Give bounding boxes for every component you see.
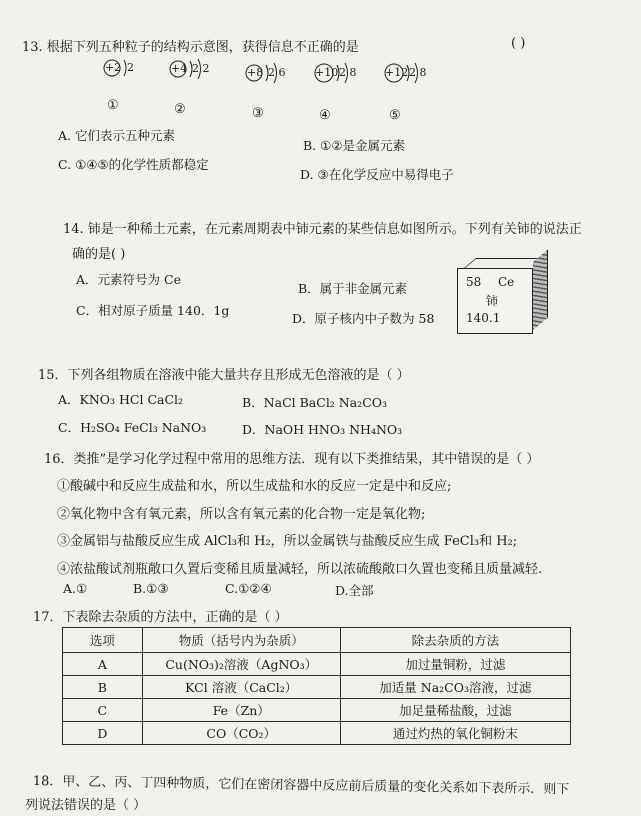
table-header-method: 除去杂质的方法 (340, 628, 570, 653)
atom-structure-2 (166, 58, 218, 88)
table-row (63, 722, 571, 745)
table-row (63, 653, 571, 676)
table-cell: 通过灼热的氧化铜粉末 (340, 722, 570, 745)
atom-1-nucleus: +2 (105, 61, 122, 74)
q15-option-b: B．NaCl BaCl₂ Na₂CO₃ (242, 395, 388, 410)
table-cell: 加适量 Na₂CO₃溶液，过滤 (340, 676, 570, 699)
atom-4-shells: 2 8 (339, 66, 357, 79)
table-cell: C (63, 699, 143, 722)
q14-stem-line1: 14. 铈是一种稀土元素，在元素周期表中铈元素的某些信息如图所示。下列有关铈的说法正 (63, 222, 582, 237)
q16-item-4: ④浓盐酸试剂瓶敞口久置后变稀且质量减轻，所以浓硫酸敞口久置也变稀且质量减轻. (57, 562, 543, 577)
q16-option-c: C.①②④ (225, 581, 272, 596)
element-symbol: Ce (498, 275, 515, 289)
table-cell: Cu(NO₃)₂溶液（AgNO₃） (142, 653, 340, 676)
atom-structure-5 (382, 62, 434, 92)
element-atomic-number: 58 (466, 275, 482, 289)
atom-4-nucleus: +10 (315, 66, 339, 79)
table-header-option: 选项 (63, 628, 143, 653)
atom-5-shells: 2 8 (409, 66, 427, 79)
atom-4-label: ④ (319, 108, 331, 123)
table-cell: A (63, 653, 143, 676)
element-card-shaded-side (533, 249, 548, 330)
q14-stem-line2: 确的是( ) (72, 247, 126, 262)
table-cell: Fe（Zn） (142, 699, 340, 722)
atom-2-label: ② (174, 102, 186, 117)
atom-3-nucleus: +8 (247, 66, 264, 79)
q16-item-3: ③金属铝与盐酸反应生成 AlCl₃和 H₂，所以金属铁与盐酸反应生成 FeCl₃和 H₂; (57, 534, 518, 549)
q16-option-b: B.①③ (133, 581, 169, 596)
q14-option-d: D．原子核内中子数为 58 (292, 311, 435, 326)
q16-item-1: ①酸碱中和反应生成盐和水，所以生成盐和水的反应一定是中和反应; (57, 479, 452, 494)
table-cell: 加过量铜粉，过滤 (340, 653, 570, 676)
atom-2-nucleus: +4 (171, 62, 188, 75)
table-header-row (63, 628, 571, 653)
q16-option-a: A.① (63, 581, 88, 596)
q16-item-2: ②氧化物中含有氧元素，所以含有氧元素的化合物一定是氧化物; (57, 507, 426, 522)
table-cell: 加足量稀盐酸，过滤 (340, 699, 570, 722)
q14-option-b: B．属于非金属元素 (298, 281, 408, 296)
table-cell: KCl 溶液（CaCl₂） (142, 676, 340, 699)
q16-option-d: D.全部 (335, 583, 374, 598)
q18-stem-line2: 列说法错误的是（ ） (25, 798, 147, 813)
atom-3-shells: 2 6 (268, 66, 286, 79)
q13-option-c: C. ①④⑤的化学性质都稳定 (58, 157, 209, 172)
atom-5-nucleus: +12 (385, 66, 409, 79)
q14-option-a: A．元素符号为 Ce (76, 272, 181, 287)
q15-option-c: C．H₂SO₄ FeCl₃ NaNO₃ (58, 420, 207, 435)
atom-1-label: ① (107, 98, 119, 113)
q15-option-a: A．KNO₃ HCl CaCl₂ (58, 392, 184, 407)
table-row (63, 676, 571, 699)
q13-option-a: A. 它们表示五种元素 (58, 128, 175, 143)
q13-answer-bracket: ( ) (511, 36, 526, 51)
q13-stem: 13. 根据下列五种粒子的结构示意图，获得信息不正确的是 (22, 40, 359, 55)
table-cell: D (63, 722, 143, 745)
q18-stem-line1: 18．甲、乙、丙、丁四种物质，它们在密闭容器中反应前后质量的变化关系如下表所示．则下 (32, 773, 570, 798)
element-card-cerium (457, 268, 533, 334)
atom-3-label: ③ (252, 106, 264, 121)
table-cell: CO（CO₂） (142, 722, 340, 745)
q17-stem: 17．下表除去杂质的方法中，正确的是（ ） (33, 610, 288, 625)
element-atomic-mass: 140.1 (466, 311, 501, 325)
q15-option-d: D．NaOH HNO₃ NH₄NO₃ (242, 422, 403, 437)
atom-2-shells: 2 2 (192, 62, 210, 75)
impurity-removal-table (62, 627, 571, 745)
element-name: 铈 (486, 294, 499, 308)
q14-option-c: C．相对原子质量 140．1g (76, 303, 230, 318)
atom-structure-4 (312, 62, 364, 92)
atom-structure-3 (242, 62, 294, 92)
atom-5-label: ⑤ (389, 108, 401, 123)
q15-stem: 15．下列各组物质在溶液中能大量共存且形成无色溶液的是（ ） (38, 368, 410, 383)
table-header-substance: 物质（括号内为杂质） (142, 628, 340, 653)
q13-option-d: D. ③在化学反应中易得电子 (300, 167, 454, 182)
q16-stem: 16．类推”是学习化学过程中常用的思维方法．现有以下类推结果，其中错误的是（ ） (44, 452, 540, 467)
atom-structure-1 (100, 58, 152, 88)
atom-1-shells: 2 (127, 61, 134, 74)
table-row (63, 699, 571, 722)
q13-option-b: B. ①②是金属元素 (303, 138, 406, 153)
table-cell: B (63, 676, 143, 699)
